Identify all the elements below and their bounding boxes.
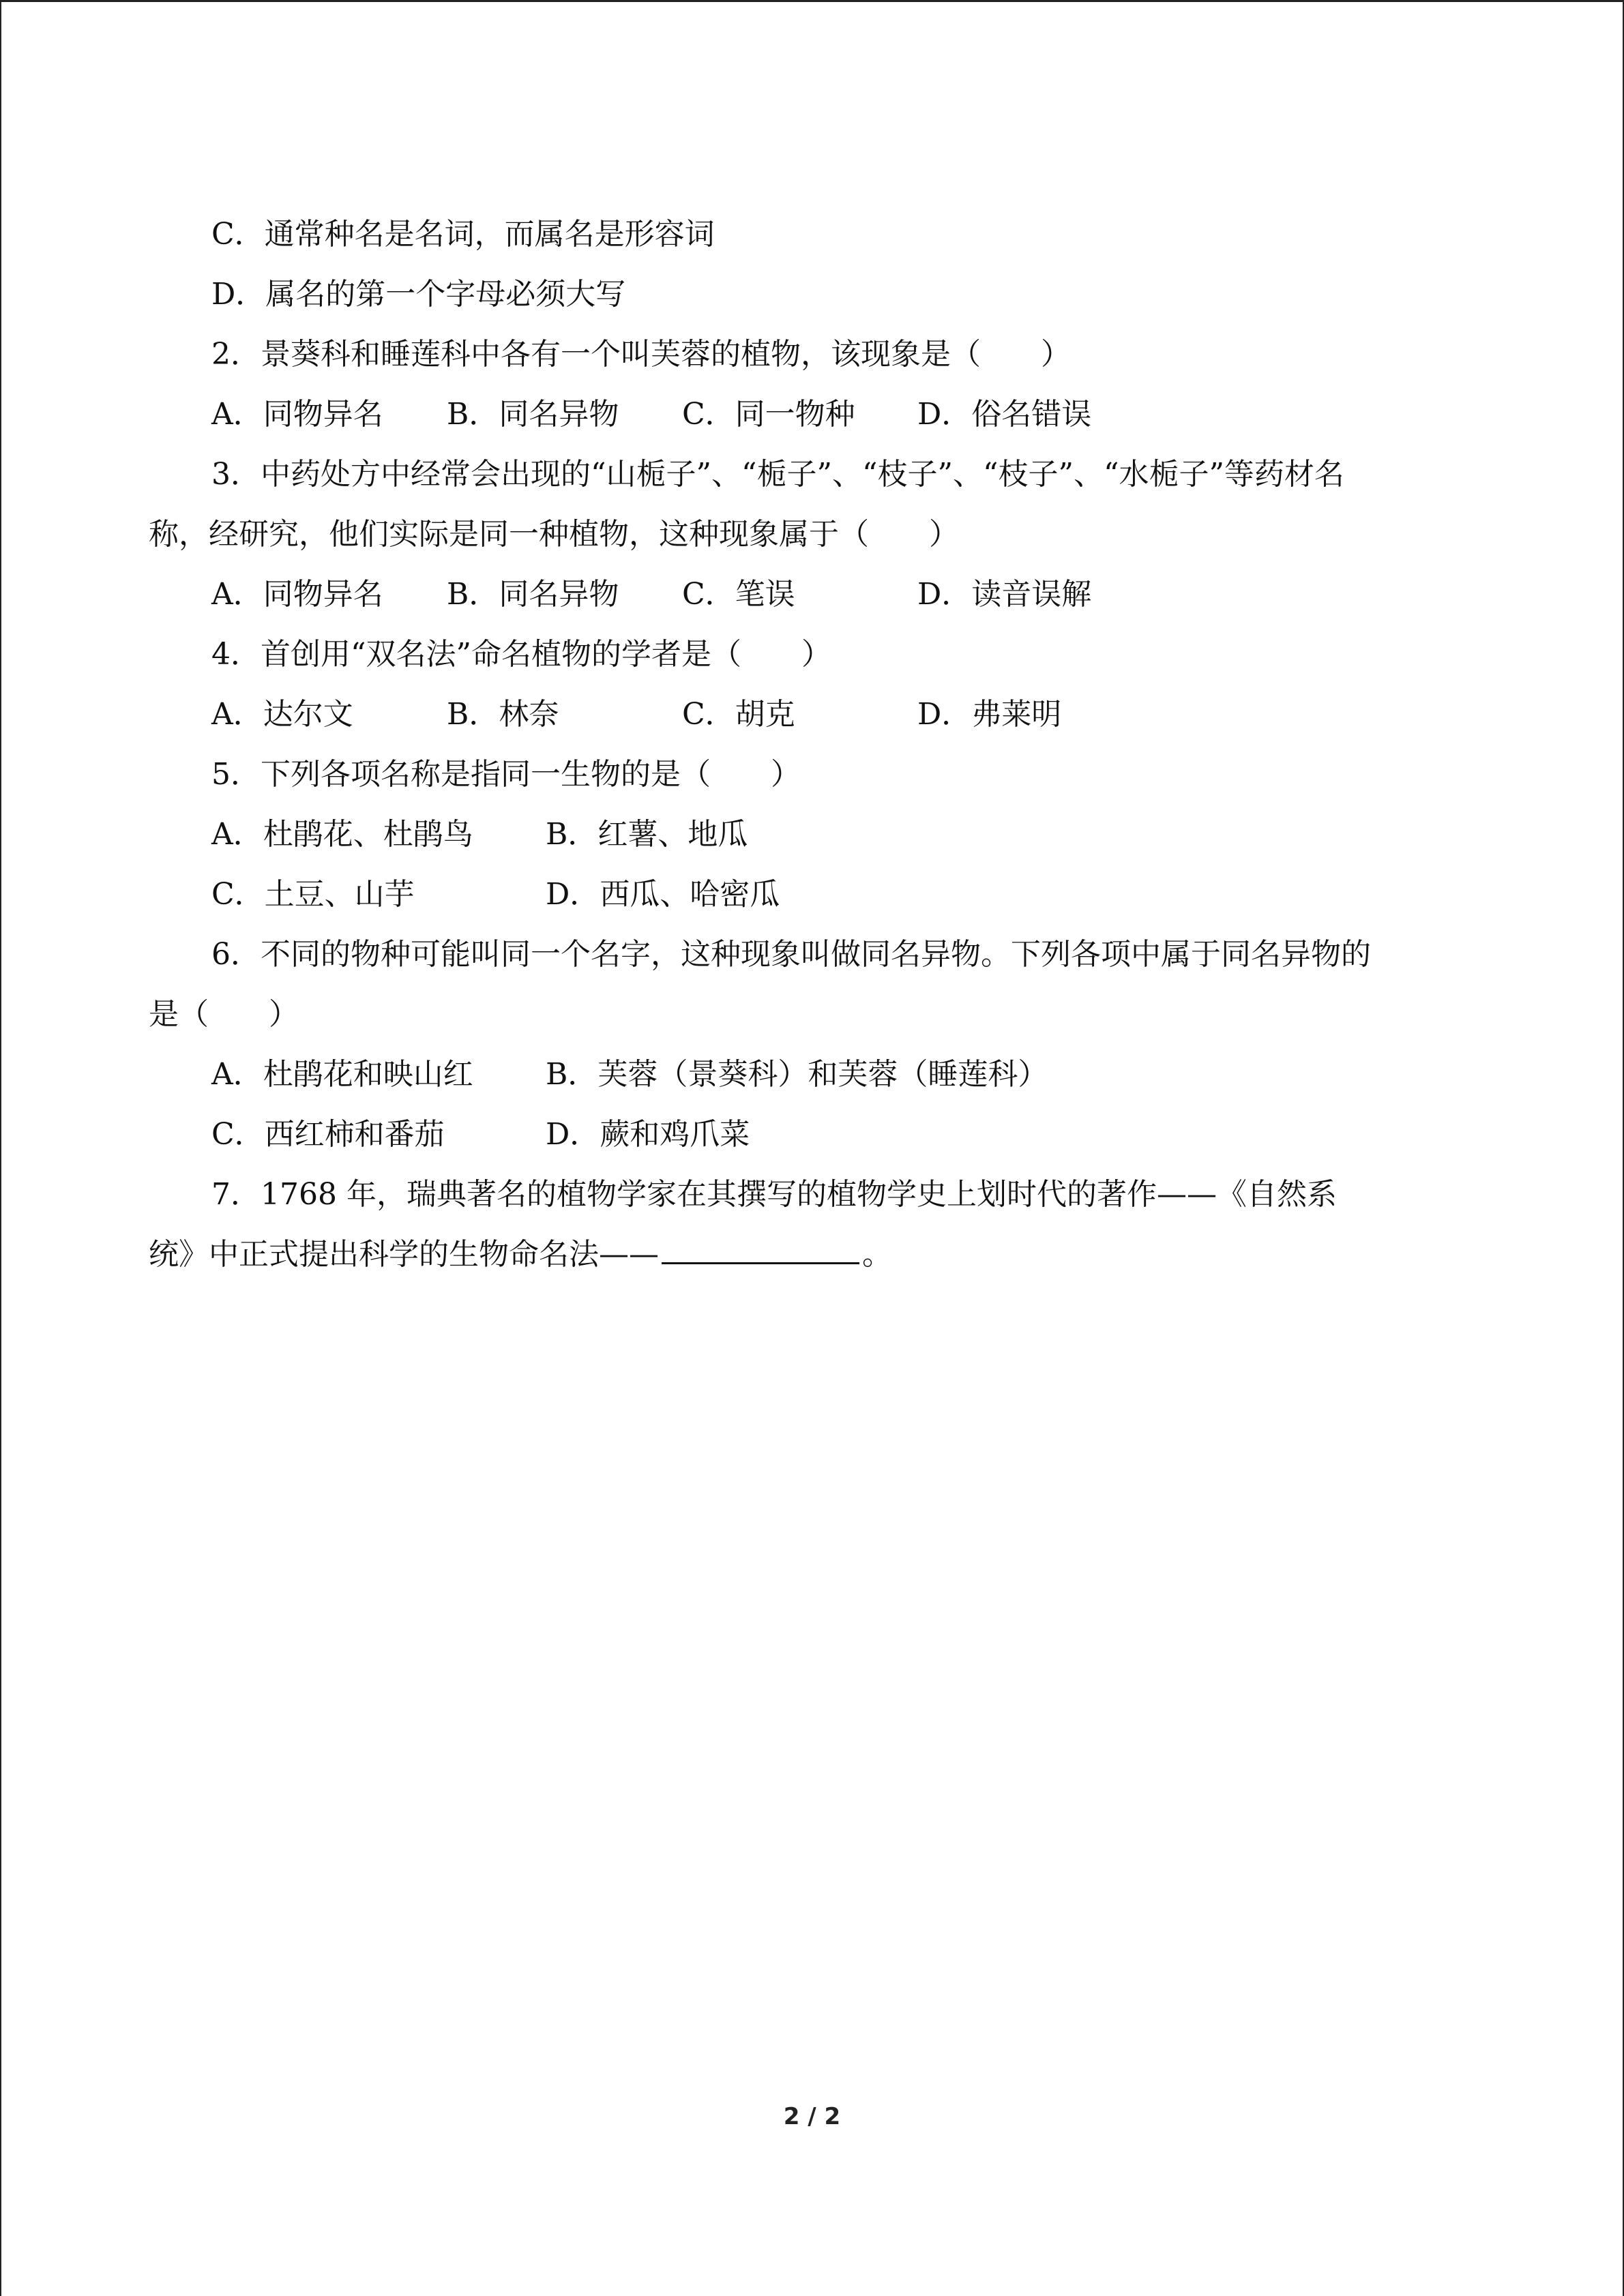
option: C．胡克 [682,697,795,732]
document-body [149,205,1479,1285]
option: D．弗莱明 [917,697,1062,732]
question-3-continued: 称，经研究，他们实际是同一种植物，这种现象属于（ ） [149,517,959,552]
question-7-continued [149,1225,1479,1285]
question-2-options [149,385,1479,445]
question-6-options [149,1045,1479,1105]
question-4: 4．首创用“双名法”命名植物的学者是（ ） [211,637,831,672]
option: B．红薯、地瓜 [546,817,748,852]
question-6-options [149,1105,1479,1165]
question-4-options [149,685,1479,745]
option: D．蕨和鸡爪菜 [546,1117,750,1152]
option: D．西瓜、哈密瓜 [546,877,780,912]
question-6-continued: 是（ ） [149,997,299,1032]
question-5-options [149,865,1479,925]
option: A．杜鹃花、杜鹃鸟 [211,817,473,852]
option: C．笔误 [682,577,795,612]
question-5-options [149,805,1479,865]
option: B．林奈 [447,697,559,732]
page-number: 2 / 2 [783,2103,841,2130]
question-3: 3．中药处方中经常会出现的“山栀子”、“栀子”、“枝子”、“枝子”、“水栀子”等药材名 [211,457,1344,492]
page-border-left [0,0,1,2296]
option: D．读音误解 [917,577,1092,612]
option-line: C．通常种名是名词，而属名是形容词 [211,217,715,252]
question-3-options [149,565,1479,625]
option: A．杜鹃花和映山红 [211,1057,473,1092]
option: D．俗名错误 [917,397,1092,432]
option: B．同名异物 [447,397,619,432]
option: C．西红柿和番茄 [211,1117,445,1152]
option: B．芙蓉（景葵科）和芙蓉（睡莲科） [546,1057,1048,1092]
option: C．同一物种 [682,397,855,432]
question-5: 5．下列各项名称是指同一生物的是（ ） [211,757,801,792]
question-6: 6．不同的物种可能叫同一个名字，这种现象叫做同名异物。下列各项中属于同名异物的 [211,937,1371,972]
question-7: 7．1768 年，瑞典著名的植物学家在其撰写的植物学史上划时代的著作——《自然系 [211,1177,1337,1212]
option: A．达尔文 [211,697,353,732]
option: A．同物异名 [211,397,383,432]
option: A．同物异名 [211,577,383,612]
question-2: 2．景葵科和睡莲科中各有一个叫芙蓉的植物，该现象是（ ） [211,337,1071,372]
page-border-top [0,0,1624,2]
question-7-end: 。 [862,1237,892,1272]
answer-blank[interactable] [662,1227,859,1264]
option: C．土豆、山芋 [211,877,415,912]
question-7-text: 统》中正式提出科学的生物命名法—— [149,1237,659,1272]
option: B．同名异物 [447,577,619,612]
option-line: D．属名的第一个字母必须大写 [211,277,626,312]
